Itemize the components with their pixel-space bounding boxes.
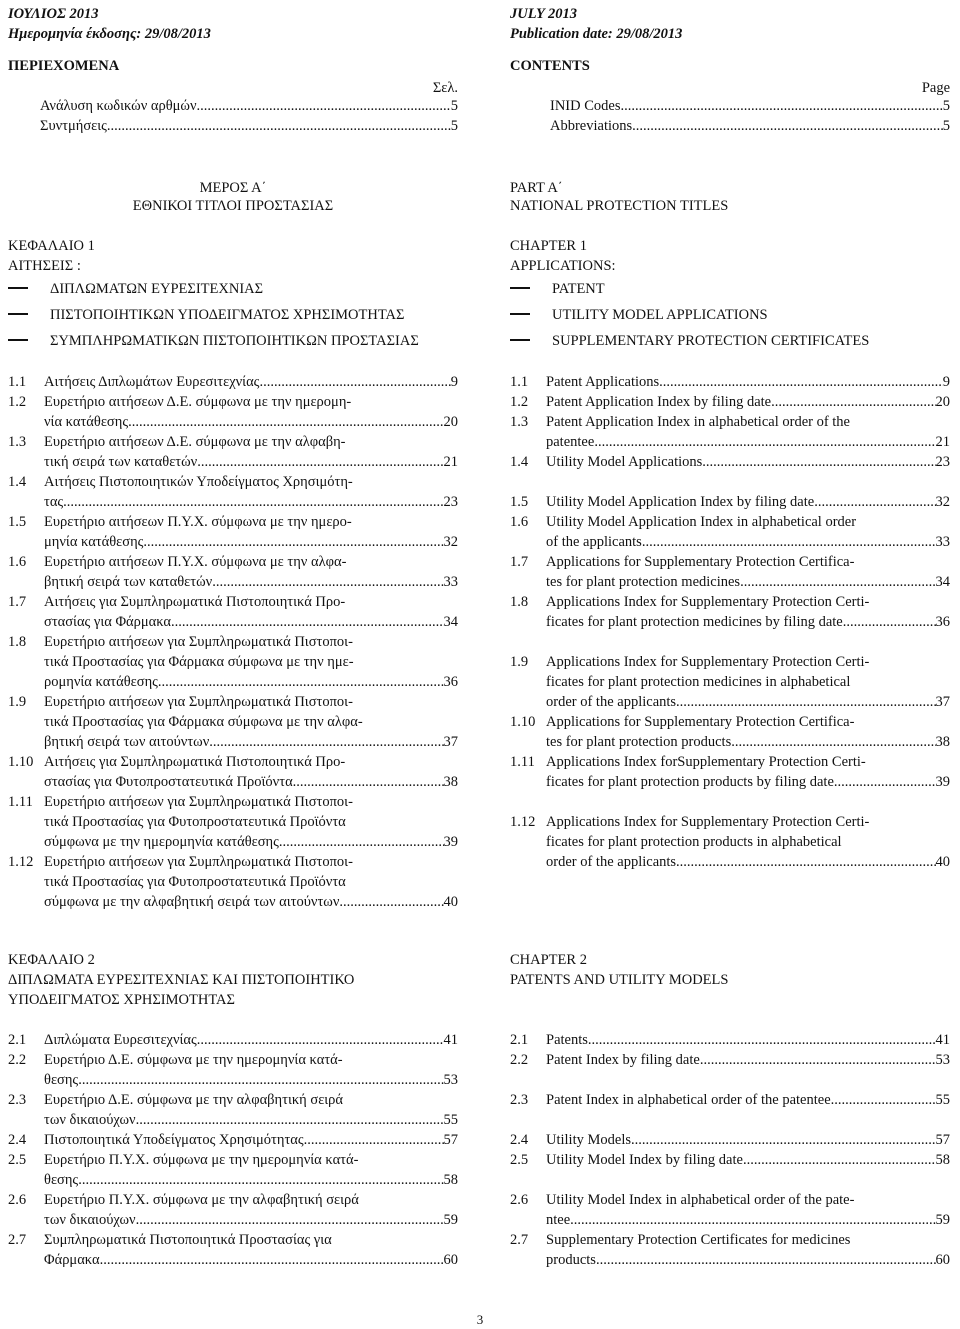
- toc-entry-number: 1.3: [510, 414, 529, 430]
- toc-entry-text: μηνία κατάθεσης: [44, 534, 144, 550]
- contents-entry[interactable]: Ανάλυση κωδικών αρθμών ..... 5: [40, 96, 458, 116]
- toc-entry-number: 2.6: [8, 1192, 27, 1208]
- page-label: Σελ.: [432, 80, 458, 96]
- toc-entry-number: 2.7: [8, 1232, 27, 1248]
- toc-entry-text: Applications Index for Supplementary Protection Certi-: [546, 594, 870, 610]
- toc-entry-page: 36: [935, 614, 950, 630]
- toc-entry-text: Applications Index for Supplementary Protection Certi-: [546, 654, 870, 670]
- toc-entry-text: Patent Application Index in alphabetical order of the: [546, 414, 850, 430]
- toc-entry-text: of the applicants: [546, 534, 642, 550]
- page-label: Page: [921, 80, 950, 96]
- contents-entry[interactable]: INID Codes ..... 5: [550, 96, 950, 116]
- toc-entry-text: Utility Model Application Index by filing date: [546, 494, 815, 510]
- toc-entry-page: 33: [443, 574, 458, 590]
- toc-entry-text: βητική σειρά των αιτούντων: [44, 734, 210, 750]
- toc-entry-text: Applications Index for Supplementary Protection Certi-: [546, 814, 870, 830]
- toc-entry-text: products: [546, 1252, 596, 1268]
- toc-entry-number: 1.9: [510, 654, 529, 670]
- toc-entry-number: 1.11: [8, 794, 33, 810]
- toc-entry-text: Πιστοποιητικά Υποδείγματος Χρησιμότητας: [44, 1132, 304, 1148]
- toc-entry-text: ntee: [546, 1212, 571, 1228]
- toc-entry-text: νία κατάθεσης: [44, 414, 129, 430]
- toc-entry-text: Applications Index forSupplementary Protection Certi-: [546, 754, 866, 770]
- toc-entry-text: Ευρετήριο αιτήσεων για Συμπληρωματικά Πιστοποι-: [44, 694, 353, 710]
- bullet-item: UTILITY MODEL APPLICATIONS: [510, 305, 950, 325]
- chapter-2-label: ΚΕΦΑΛΑΙΟ 2: [8, 952, 95, 968]
- toc-entry-number: 1.10: [8, 754, 34, 770]
- toc-entry-page: 34: [935, 574, 950, 590]
- toc-entry-text: σύμφωνα με την αλφαβητική σειρά των αιτούντων: [44, 894, 340, 910]
- toc-entry-text: Supplementary Protection Certificates for medicines: [546, 1232, 851, 1248]
- toc-entry-text: Patent Index in alphabetical order of the patentee: [546, 1092, 831, 1108]
- toc-entry-number: 1.1: [8, 374, 27, 390]
- toc-entry-text: Αιτήσεις Διπλωμάτων Ευρεσιτεχνίας: [44, 374, 260, 390]
- toc-entry-text: Συμπληρωματικά Πιστοποιητικά Προστασίας για: [44, 1232, 332, 1248]
- toc-entry-text: ficates for plant protection medicines by filing date: [546, 614, 843, 630]
- contents-entry[interactable]: Abbreviations ..... 5: [550, 116, 950, 136]
- toc-entry-text: τικά Προστασίας για Φάρμακα σύμφωνα με την αλφα-: [44, 714, 363, 730]
- toc-entry-number: 1.2: [8, 394, 27, 410]
- toc-entry-text: σύμφωνα με την ημερομηνία κατάθεσης: [44, 834, 279, 850]
- toc-entry-number: 1.6: [8, 554, 27, 570]
- toc-entry-text: Φάρμακα: [44, 1252, 100, 1268]
- toc-entry-page: 55: [443, 1112, 458, 1128]
- toc-entry-page: 21: [935, 434, 950, 450]
- toc-entry-page: 9: [450, 374, 458, 390]
- toc-entry-text: ρομηνία κατάθεσης: [44, 674, 158, 690]
- toc-entry-text: Patent Index by filing date: [546, 1052, 700, 1068]
- chapter-1-label: CHAPTER 1: [510, 238, 587, 254]
- toc-entry-text: Applications for Supplementary Protection Certifica-: [546, 714, 855, 730]
- toc-entry-number: 1.2: [510, 394, 529, 410]
- toc-entry-text: τικά Προστασίας για Φάρμακα σύμφωνα με την ημε-: [44, 654, 354, 670]
- toc-entry-page: 32: [443, 534, 458, 550]
- toc-entry-page: 20: [935, 394, 950, 410]
- toc-entry-text: στασίας για Φάρμακα: [44, 614, 172, 630]
- toc-entry-page: 55: [935, 1092, 950, 1108]
- toc-entry-text: order of the applicants: [546, 854, 677, 870]
- toc-entry-number: 1.4: [510, 454, 529, 470]
- bullet-item: SUPPLEMENTARY PROTECTION CERTIFICATES: [510, 331, 950, 351]
- toc-entry-text: Αιτήσεις για Συμπληρωματικά Πιστοποιητικά Προ-: [44, 594, 346, 610]
- toc-entry-page: 41: [935, 1032, 950, 1048]
- toc-entry-text: τική σειρά των καταθετών: [44, 454, 198, 470]
- toc-entry-text: των δικαιούχων: [44, 1212, 136, 1228]
- toc-entry-number: 1.9: [8, 694, 27, 710]
- toc-entry-text: patentee: [546, 434, 595, 450]
- toc-entry-page: 34: [443, 614, 458, 630]
- toc-entry-text: τας: [44, 494, 64, 510]
- toc-entry-number: 2.1: [8, 1032, 27, 1048]
- toc-entry-text: Ευρετήριο αιτήσεων Π.Υ.Χ. σύμφωνα με την ημερο-: [44, 514, 352, 530]
- toc-entry-number: 2.3: [510, 1092, 529, 1108]
- toc-entry-page: 32: [935, 494, 950, 510]
- toc-entry-page: 36: [443, 674, 458, 690]
- toc-entry-page: 40: [935, 854, 950, 870]
- toc-entry-page: 58: [443, 1172, 458, 1188]
- chapter-2-label: CHAPTER 2: [510, 952, 587, 968]
- bullet-item: PATENT: [510, 279, 950, 299]
- toc-entry-page: 9: [942, 374, 950, 390]
- toc-entry-page: 38: [935, 734, 950, 750]
- chapter-2-title: PATENTS AND UTILITY MODELS: [510, 972, 729, 988]
- toc-entry-page: 60: [935, 1252, 950, 1268]
- toc-entry-number: 1.8: [8, 634, 27, 650]
- toc-entry-page: 39: [935, 774, 950, 790]
- toc-entry-text: των δικαιούχων: [44, 1112, 136, 1128]
- toc-entry-text: Utility Model Index by filing date: [546, 1152, 743, 1168]
- toc-entry-page: 41: [443, 1032, 458, 1048]
- toc-entry-number: 1.12: [510, 814, 536, 830]
- toc-entry-page: 57: [935, 1132, 950, 1148]
- toc-entry-text: τικά Προστασίας για Φυτοπροστατευτικά Προϊόντα: [44, 874, 346, 890]
- bullet-item: ΣΥΜΠΛΗΡΩΜΑΤΙΚΩΝ ΠΙΣΤΟΠΟΙΗΤΙΚΩΝ ΠΡΟΣΤΑΣΙΑΣ: [8, 331, 458, 351]
- toc-entry-page: 38: [443, 774, 458, 790]
- toc-entry-text: Ευρετήριο Δ.Ε. σύμφωνα με την αλφαβητική σειρά: [44, 1092, 344, 1108]
- toc-entry-text: Utility Models: [546, 1132, 631, 1148]
- toc-entry-number: 1.4: [8, 474, 27, 490]
- toc-entry-text: Ευρετήριο Π.Υ.Χ. σύμφωνα με την ημερομηνία κατά-: [44, 1152, 359, 1168]
- toc-entry-text: Αιτήσεις για Συμπληρωματικά Πιστοποιητικά Προ-: [44, 754, 346, 770]
- toc-entry-text: Patents: [546, 1032, 588, 1048]
- issue-month: ΙΟΥΛΙΟΣ 2013: [8, 6, 99, 22]
- publication-date: Publication date: 29/08/2013: [510, 26, 683, 42]
- toc-entry-text: Ευρετήριο αιτήσεων Π.Υ.Χ. σύμφωνα με την αλφα-: [44, 554, 347, 570]
- toc-entry-text: Ευρετήριο Π.Υ.Χ. σύμφωνα με την αλφαβητική σειρά: [44, 1192, 359, 1208]
- toc-entry-page: 37: [443, 734, 458, 750]
- contents-title: ΠΕΡΙΕΧΟΜΕΝΑ: [8, 58, 120, 74]
- publication-date: Ημερομηνία έκδοσης: 29/08/2013: [8, 26, 211, 42]
- toc-entry-text: θεσης: [44, 1172, 79, 1188]
- toc-entry-number: 2.2: [510, 1052, 529, 1068]
- toc-entry-text: Patent Application Index by filing date: [546, 394, 772, 410]
- toc-entry-text: Διπλώματα Ευρεσιτεχνίας: [44, 1032, 197, 1048]
- toc-entry-page: 21: [443, 454, 458, 470]
- toc-entry-number: 1.1: [510, 374, 529, 390]
- toc-entry-text: Αιτήσεις Πιστοποιητικών Υποδείγματος Χρησιμότη-: [44, 474, 353, 490]
- part-title: ΜΕΡΟΣ Α΄: [199, 180, 267, 196]
- toc-entry-number: 1.10: [510, 714, 536, 730]
- toc-entry-number: 2.4: [8, 1132, 27, 1148]
- toc-entry-page: 53: [935, 1052, 950, 1068]
- toc-entry-page: 37: [935, 694, 950, 710]
- applications-label: ΑΙΤΗΣΕΙΣ :: [8, 258, 81, 274]
- toc-entry-page: 60: [443, 1252, 458, 1268]
- toc-entry-text: order of the applicants: [546, 694, 677, 710]
- toc-entry-text: tes for plant protection medicines: [546, 574, 741, 590]
- toc-entry-page: 59: [443, 1212, 458, 1228]
- toc-entry-page: 23: [935, 454, 950, 470]
- toc-entry-page: 40: [443, 894, 458, 910]
- toc-entry-number: 1.11: [510, 754, 535, 770]
- toc-entry-text: ficates for plant protection products in alphabetical: [546, 834, 842, 850]
- toc-entry-text: Ευρετήριο αιτήσεων για Συμπληρωματικά Πιστοποι-: [44, 854, 353, 870]
- toc-entry-text: βητική σειρά των καταθετών: [44, 574, 213, 590]
- toc-entry-number: 1.5: [8, 514, 27, 530]
- applications-label: APPLICATIONS:: [510, 258, 616, 274]
- toc-entry-number: 1.12: [8, 854, 34, 870]
- issue-month: JULY 2013: [510, 6, 577, 22]
- toc-entry-text: Utility Model Index in alphabetical order of the pate-: [546, 1192, 855, 1208]
- toc-entry-page: 59: [935, 1212, 950, 1228]
- toc-entry-text: θεσης: [44, 1072, 79, 1088]
- toc-entry-text: στασίας για Φυτοπροστατευτικά Προϊόντα: [44, 774, 293, 790]
- toc-entry-number: 1.7: [8, 594, 27, 610]
- toc-entry-page: 58: [935, 1152, 950, 1168]
- toc-entry-text: Ευρετήριο Δ.Ε. σύμφωνα με την ημερομηνία κατά-: [44, 1052, 343, 1068]
- toc-entry-text: Applications for Supplementary Protection Certifica-: [546, 554, 855, 570]
- chapter-2-title: ΔΙΠΛΩΜΑΤΑ ΕΥΡΕΣΙΤΕΧΝΙΑΣ ΚΑΙ ΠΙΣΤΟΠΟΙΗΤΙΚΟ: [8, 972, 355, 988]
- toc-entry-page: 33: [935, 534, 950, 550]
- toc-entry-text: Utility Model Applications: [546, 454, 703, 470]
- chapter-1-label: ΚΕΦΑΛΑΙΟ 1: [8, 238, 95, 254]
- part-subtitle: ΕΘΝΙΚΟΙ ΤΙΤΛΟΙ ΠΡΟΣΤΑΣΙΑΣ: [132, 198, 334, 214]
- toc-entry-number: 2.7: [510, 1232, 529, 1248]
- toc-entry-page: 20: [443, 414, 458, 430]
- toc-entry-text: Ευρετήριο αιτήσεων για Συμπληρωματικά Πιστοποι-: [44, 794, 353, 810]
- toc-entry-number: 1.7: [510, 554, 529, 570]
- toc-entry-text: ficates for plant protection medicines in alphabetical: [546, 674, 851, 690]
- contents-title: CONTENTS: [510, 58, 590, 74]
- toc-entry-text: τικά Προστασίας για Φυτοπροστατευτικά Προϊόντα: [44, 814, 346, 830]
- toc-entry-page: 53: [443, 1072, 458, 1088]
- toc-entry-number: 1.3: [8, 434, 27, 450]
- page-number: 3: [476, 1312, 484, 1327]
- toc-entry-number: 1.6: [510, 514, 529, 530]
- toc-entry-number: 2.2: [8, 1052, 27, 1068]
- toc-entry-number: 2.5: [8, 1152, 27, 1168]
- toc-entry-text: Utility Model Application Index in alphabetical order: [546, 514, 857, 530]
- toc-entry-number: 2.3: [8, 1092, 27, 1108]
- toc-entry-page: 39: [443, 834, 458, 850]
- toc-entry-text: Ευρετήριο αιτήσεων για Συμπληρωματικά Πιστοποι-: [44, 634, 353, 650]
- toc-entry-page: 57: [443, 1132, 458, 1148]
- chapter-2-title: ΥΠΟΔΕΙΓΜΑΤΟΣ ΧΡΗΣΙΜΟΤΗΤΑΣ: [8, 992, 235, 1008]
- toc-entry-number: 2.4: [510, 1132, 529, 1148]
- contents-entry[interactable]: Συντμήσεις ..... 5: [40, 116, 458, 136]
- toc-entry-text: tes for plant protection products: [546, 734, 732, 750]
- toc-entry-text: Ευρετήριο αιτήσεων Δ.Ε. σύμφωνα με την ημερομη-: [44, 394, 352, 410]
- toc-entry-number: 1.8: [510, 594, 529, 610]
- part-title: PART A΄: [510, 180, 563, 196]
- toc-entry-text: Ευρετήριο αιτήσεων Δ.Ε. σύμφωνα με την αλφαβη-: [44, 434, 346, 450]
- toc-entry-number: 2.1: [510, 1032, 529, 1048]
- toc-entry-number: 1.5: [510, 494, 529, 510]
- bullet-item: ΠΙΣΤΟΠΟΙΗΤΙΚΩΝ ΥΠΟΔΕΙΓΜΑΤΟΣ ΧΡΗΣΙΜΟΤΗΤΑΣ: [8, 305, 458, 325]
- bullet-item: ΔΙΠΛΩΜΑΤΩΝ ΕΥΡΕΣΙΤΕΧΝΙΑΣ: [8, 279, 458, 299]
- toc-entry-number: 2.6: [510, 1192, 529, 1208]
- toc-entry-page: 23: [443, 494, 458, 510]
- toc-entry-text: Patent Applications: [546, 374, 660, 390]
- part-subtitle: NATIONAL PROTECTION TITLES: [510, 198, 729, 214]
- toc-entry-text: ficates for plant protection products by filing date: [546, 774, 834, 790]
- toc-entry-number: 2.5: [510, 1152, 529, 1168]
